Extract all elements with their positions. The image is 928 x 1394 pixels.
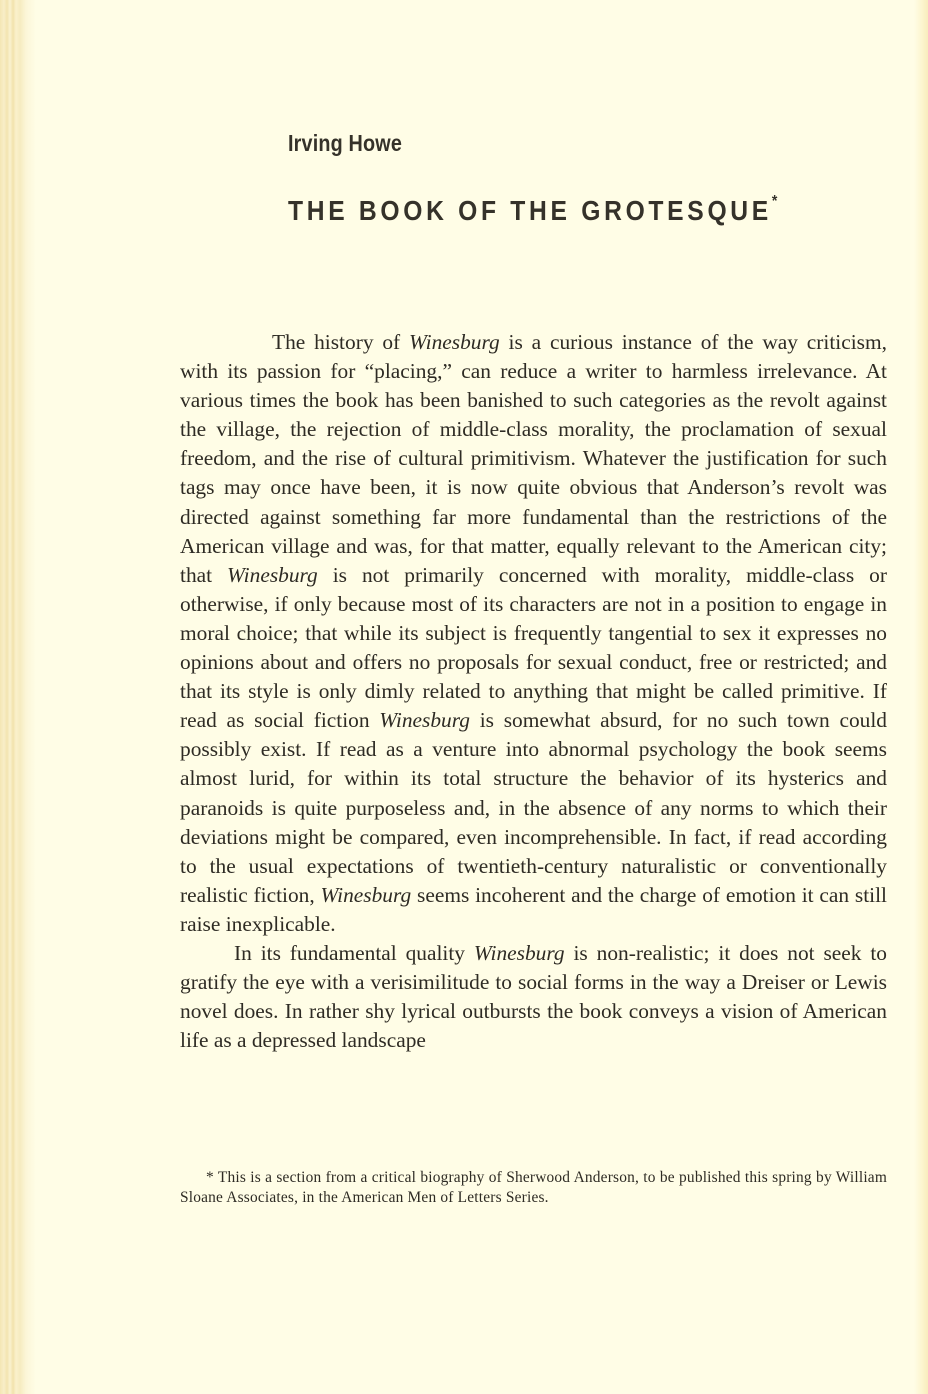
footnote [180, 1168, 887, 1207]
footnote-text [180, 1168, 887, 1207]
book-title-italic: Winesburg [409, 330, 500, 354]
page-edge-right [914, 0, 928, 1394]
book-title-italic: Winesburg [473, 940, 565, 965]
text-segment: is somewhat absurd, for no such town could possibly exist. If read as a venture into abnormal psychology the book seems almost lurid, for within its total structure the behavior of its hysterics and paranoids is quite purposeless and, in the absence of any norms to which their deviations might be compared, even incomprehensible. In fact, if read according to the usual expectations of twentieth-century naturalistic or conventionally realistic fiction, [180, 708, 887, 907]
author-name: Irving Howe [288, 130, 403, 156]
book-title-italic: Winesburg [379, 708, 470, 733]
footnote-body: This is a section from a critical biography of Sherwood Anderson, to be published this spring by William Sloane Associates, in the American Men of Letters Series. [180, 1169, 887, 1206]
text-segment: is not primarily concerned with morality, middle-class or otherwise, if only because most of its characters are not in a position to engage in moral choice; that while its subject is frequently tangential to sex it expresses no opinions about and offers no proposals for sexual conduct, free or restricted; and that its style is only dimly related to anything that might be called primitive. If read as social fiction [180, 562, 887, 733]
article-title [288, 192, 778, 227]
text-segment: is non-realistic; it does not seek to gratify the eye with a verisimilitude to social forms in the way a Dreiser or Lewis novel does. In rather shy lyrical outbursts the book conveys a vision of American life as a depressed landscape [180, 940, 887, 1053]
text-segment: is a curious instance of the way criticism, with its passion for “placing,” can reduce a writer to harmless irrelevance. At various times the book has been banished to such categories as the revolt against the village, the rejection of middle-class morality, the proclamation of sexual freedom, and the rise of cultural primitivism. Whatever the justification for such tags may once have been, it is now quite obvious that Anderson’s revolt was directed against something far more fundamental than the restrictions of the American village and was, for that matter, equally relevant to the American city; that [180, 330, 887, 587]
paragraph-1 [180, 328, 887, 939]
paragraph-2 [180, 939, 887, 1055]
text-segment: In its fundamental quality [234, 940, 474, 965]
article-body [180, 328, 887, 1055]
book-title-italic: Winesburg [320, 882, 412, 907]
text-segment: The history of [272, 330, 409, 354]
book-title-italic: Winesburg [227, 562, 318, 587]
page-edge-left [0, 0, 36, 1394]
title-text: THE BOOK OF THE GROTESQUE [288, 195, 772, 226]
footnote-marker: * [206, 1169, 214, 1186]
text-segment: seems incoherent and the charge of emotion it can still raise inexplicable. [180, 882, 887, 936]
title-footnote-marker: * [771, 192, 778, 210]
